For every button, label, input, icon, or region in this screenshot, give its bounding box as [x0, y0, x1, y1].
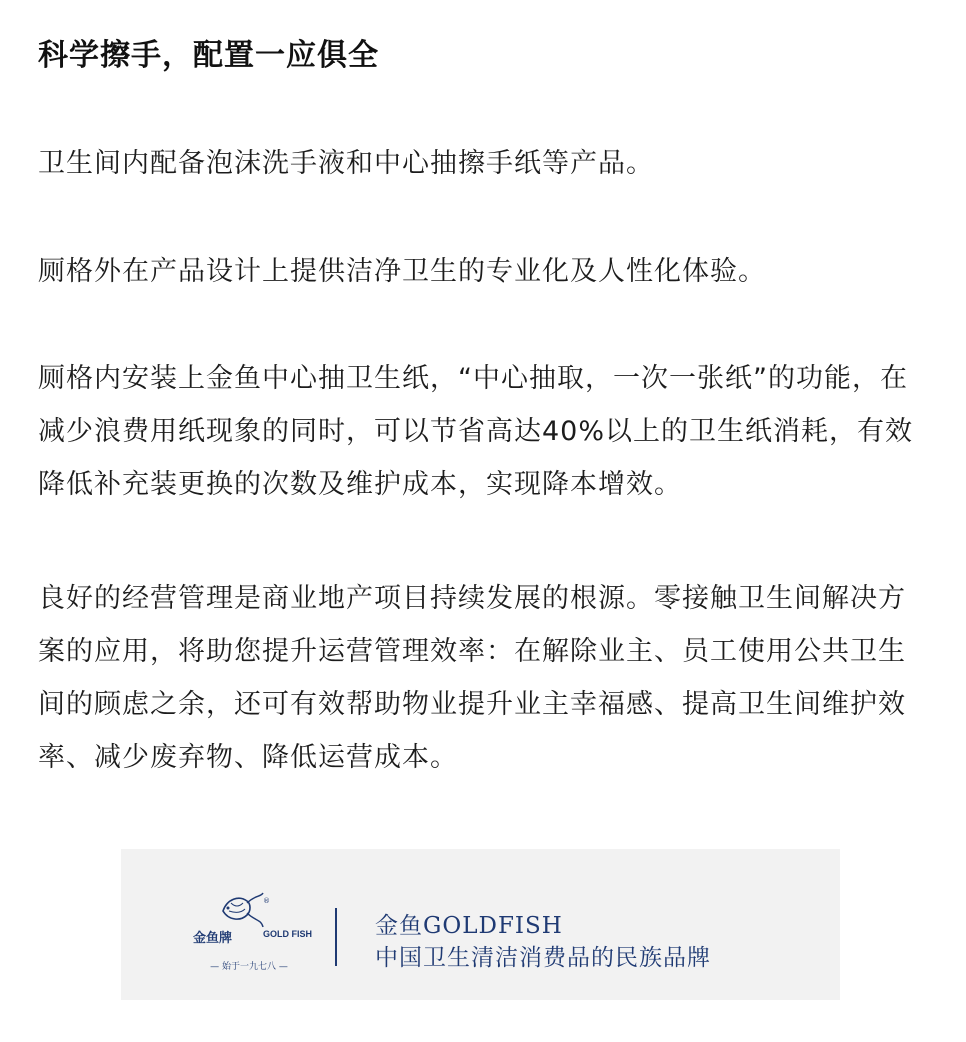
- banner-tagline-brand: 金鱼GOLDFISH: [375, 913, 563, 939]
- paragraph-3: 厕格内安装上金鱼中心抽卫生纸，“中心抽取，一次一张纸”的功能，在减少浪费用纸现象的同时，可以节省高达40%以上的卫生纸消耗，有效降低补充装更换的次数及维护成本，实现降本增效。: [38, 363, 914, 500]
- goldfish-icon: [217, 891, 265, 931]
- brand-banner: [121, 849, 840, 1000]
- section-heading: 科学擦手，配置一应俱全: [38, 38, 379, 73]
- logo-chinese-text: 金鱼牌: [193, 931, 233, 946]
- paragraph-2: 厕格外在产品设计上提供洁净卫生的专业化及人性化体验。: [38, 256, 766, 287]
- banner-tagline-slogan: 中国卫生清洁消费品的民族品牌: [375, 945, 711, 971]
- logo-since-text: — 始于一九七八 —: [210, 962, 288, 972]
- registered-mark: ®: [263, 897, 270, 905]
- logo-english-text: GOLD FISH: [263, 929, 312, 939]
- paragraph-4: 良好的经营管理是商业地产项目持续发展的根源。零接触卫生间解决方案的应用，将助您提升运营管理效率：在解除业主、员工使用公共卫生间的顾虑之余，还可有效帮助物业提升业主幸福感、提高卫生间维护效率、减少废弃物、降低运营成本。: [38, 583, 906, 773]
- banner-divider: [335, 908, 337, 966]
- paragraph-1: 卫生间内配备泡沫洗手液和中心抽擦手纸等产品。: [38, 148, 654, 179]
- goldfish-logo: [189, 887, 312, 979]
